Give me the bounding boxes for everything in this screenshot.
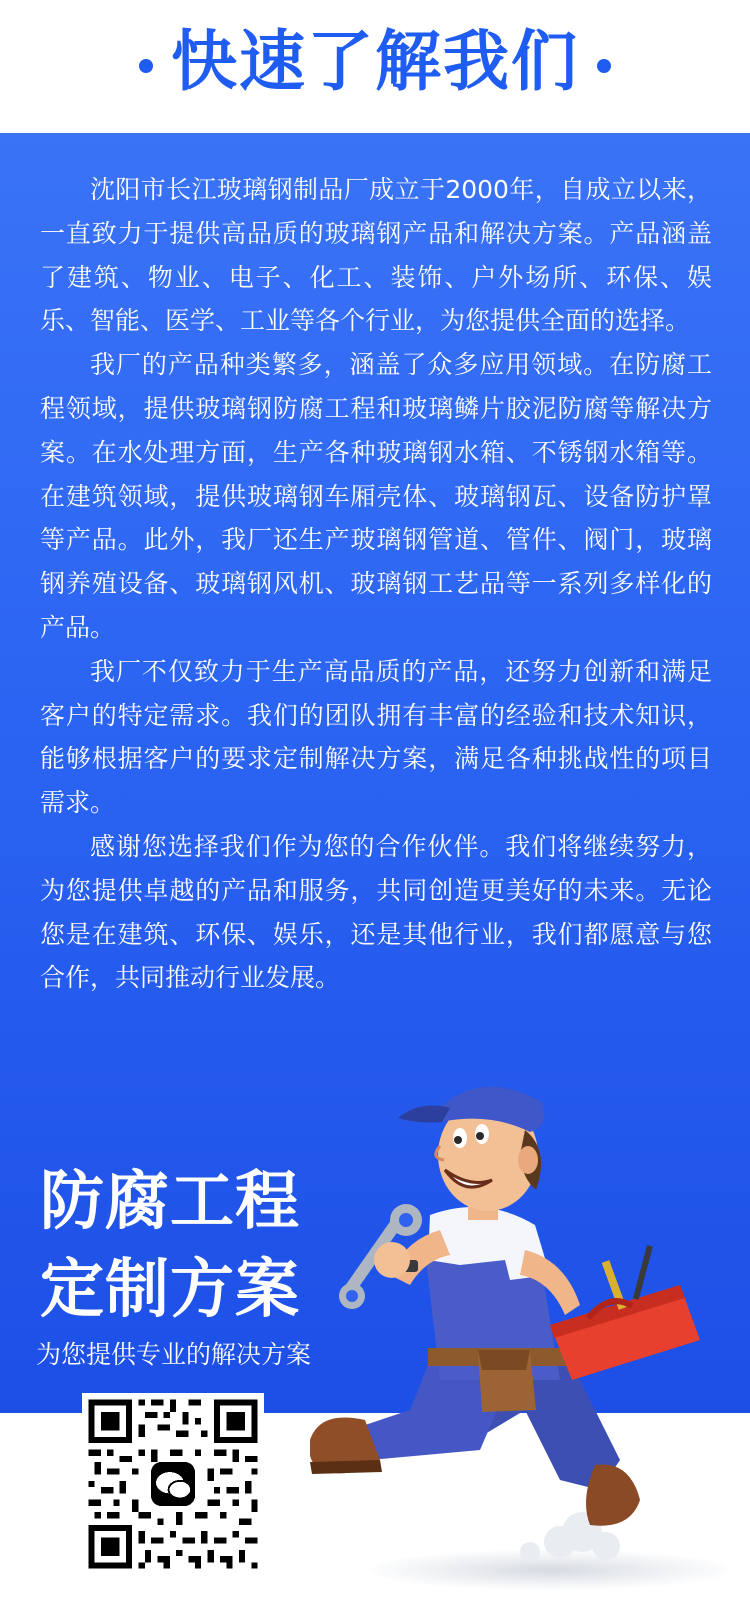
page-title: 快速了解我们 [171, 23, 579, 100]
title-dot-right [597, 59, 611, 73]
promo-title-line-1: 防腐工程 [40, 1165, 300, 1239]
page-header [0, 0, 750, 133]
promo-subtitle: 为您提供专业的解决方案 [36, 1340, 312, 1369]
title-dot-left [139, 59, 153, 73]
intro-paragraph-3: 我厂不仅致力于生产高品质的产品，还努力创新和满足客户的特定需求。我们的团队拥有丰富的经验和技术知识，能够根据客户的要求定制解决方案，满足各种挑战性的项目需求。 [40, 656, 712, 818]
worker-illustration [310, 1060, 750, 1620]
qr-code [82, 1393, 264, 1575]
intro-paragraph-4: 感谢您选择我们作为您的合作伙伴。我们将继续努力，为您提供卓越的产品和服务，共同创造更美好的未来。无论您是在建筑、环保、娱乐，还是其他行业，我们都愿意与您合作，共同推动行业发展。 [40, 831, 712, 993]
intro-paragraph-1: 沈阳市长江玻璃钢制品厂成立于2000年，自成立以来，一直致力于提供高品质的玻璃钢产品和解决方案。产品涵盖了建筑、物业、电子、化工、装饰、户外场所、环保、娱乐、智能、医学、工业等各个行业，为您提供全面的选择。 [40, 175, 712, 336]
promo-title-line-2: 定制方案 [40, 1253, 300, 1327]
wechat-icon [151, 1462, 195, 1506]
promo-title [40, 1158, 300, 1334]
company-intro [40, 168, 712, 1000]
page-title-row [0, 22, 750, 102]
intro-paragraph-2: 我厂的产品种类繁多，涵盖了众多应用领域。在防腐工程领域，提供玻璃钢防腐工程和玻璃鳞片胶泥防腐等解决方案。在水处理方面，生产各种玻璃钢水箱、不锈钢水箱等。在建筑领域，提供玻璃钢车厢壳体、玻璃钢瓦、设备防护罩等产品。此外，我厂还生产玻璃钢管道、管件、阀门，玻璃钢养殖设备、玻璃钢风机、玻璃钢工艺品等一系列多样化的产品。 [40, 350, 712, 642]
qr-code-icon [82, 1393, 264, 1575]
toolbox-icon [550, 1245, 700, 1380]
